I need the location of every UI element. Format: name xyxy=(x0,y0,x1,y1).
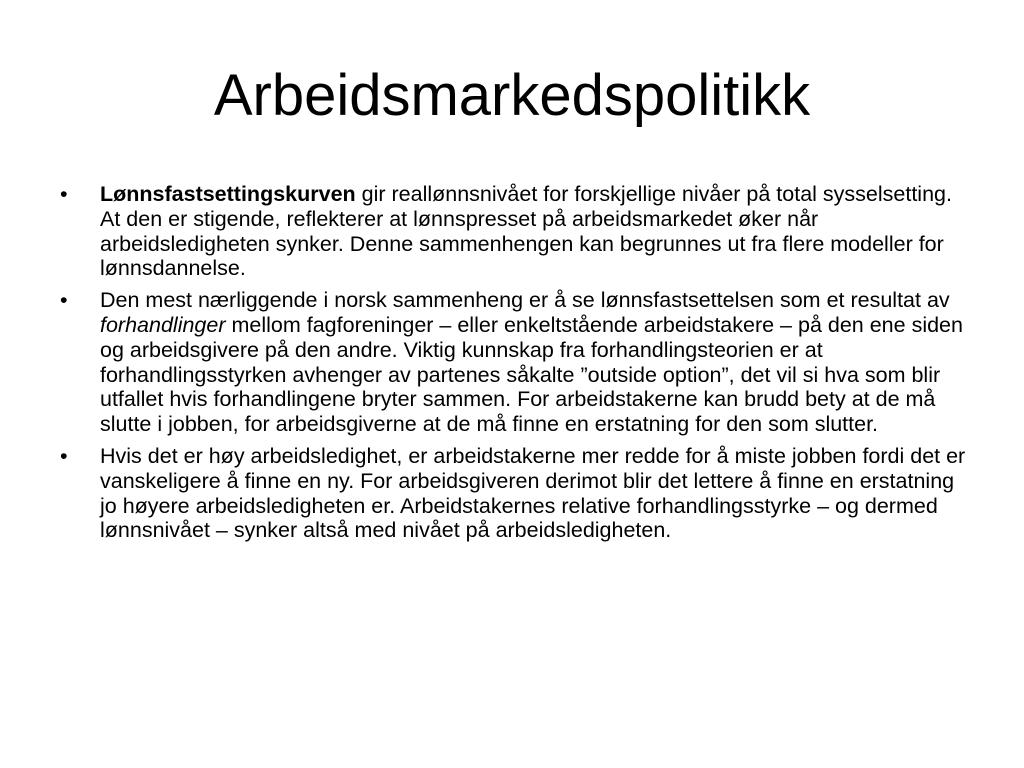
bullet-text: gir reallønnsnivået for forskjellige nivåer på total sysselsetting. At den er stigende, reflekterer at lønnspresset på arbeidsmarkedet øker når arbeidsledigheten synker. Denne sammenhengen kan begrunnes ut fra flere modeller for lønnsdannelse. xyxy=(100,182,952,281)
bullet-bold-term: Lønnsfastsettingskurven xyxy=(100,182,356,206)
bullet-text-after: mellom fagforeninger – eller enkeltstående arbeidstakere – på den ene siden og arbeidsgivere på den andre. Viktig kunnskap fra forhandlingsteorien er at forhandlingsstyrken avhenger av partenes såkalte ”outside option”, det vil si hva som blir utfallet hvis forhandlingene bryter sammen. For arbeidstakerne kan brudd bety at de må slutte i jobben, for arbeidsgiverne at de må finne en erstatning for den som slutter. xyxy=(100,312,963,437)
bullet-text: Hvis det er høy arbeidsledighet, er arbeidstakerne mer redde for å miste jobben fordi det er vanskeligere å finne en ny. For arbeidsgiveren derimot blir det lettere å finne en erstatning jo høyere arbeidsledigheten er. Arbeidstakernes relative forhandlingsstyrke – og dermed lønnsnivået – synker altså med nivået på arbeidsledigheten. xyxy=(100,443,966,543)
bullet-marker: • xyxy=(60,288,68,313)
bullet-list xyxy=(60,182,970,550)
bullet-marker: • xyxy=(60,182,68,206)
bullet-marker: • xyxy=(60,443,68,468)
bullet-item-wage-setting-curve xyxy=(60,182,970,281)
bullet-item-unemployment xyxy=(60,444,970,543)
bullet-italic-term: forhandlinger xyxy=(100,312,226,337)
slide-title: Arbeidsmarkedspolitikk xyxy=(213,63,811,128)
bullet-item-negotiations xyxy=(60,288,970,437)
bullet-text-before: Den mest nærliggende i norsk sammenheng er å se lønnsfastsettelsen som et resultat av xyxy=(100,288,950,313)
